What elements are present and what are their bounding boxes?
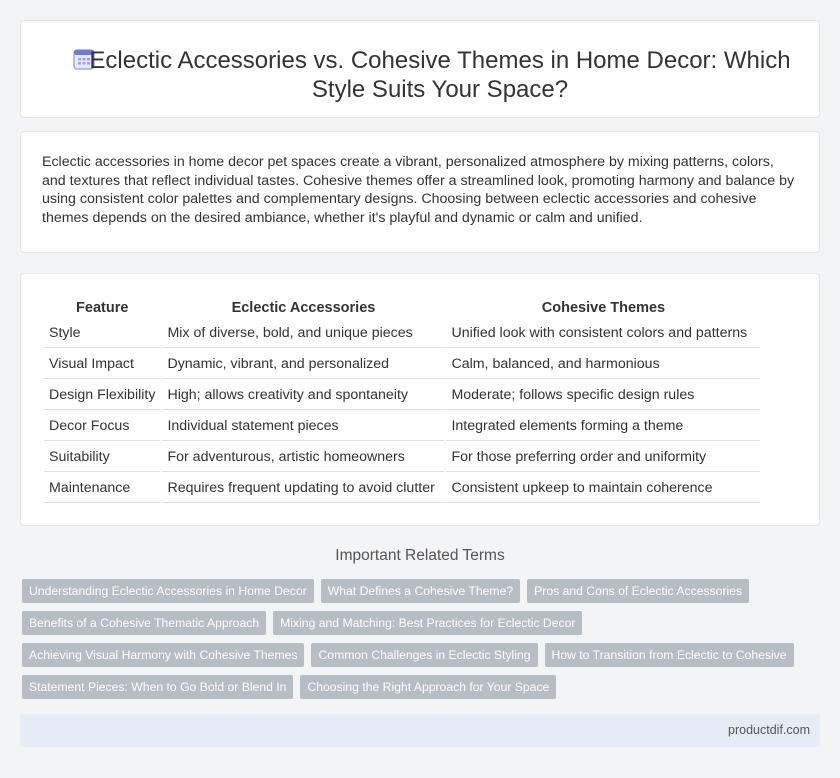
table-cell: Visual Impact [44, 350, 160, 379]
related-term-link[interactable]: Common Challenges in Eclectic Styling [311, 643, 537, 667]
table-cell: Integrated elements forming a theme [446, 412, 760, 441]
table-cell: Suitability [44, 443, 160, 472]
table-cell: Design Flexibility [44, 381, 160, 410]
related-terms-list [22, 579, 812, 707]
tag-row [22, 643, 812, 667]
related-term-link[interactable]: Statement Pieces: When to Go Bold or Blend In [22, 675, 293, 699]
table-cell: Calm, balanced, and harmonious [446, 350, 760, 379]
table-cell: Maintenance [44, 474, 160, 503]
related-term-link[interactable]: Understanding Eclectic Accessories in Home Decor [22, 579, 314, 603]
related-term-link[interactable]: Benefits of a Cohesive Thematic Approach [22, 611, 266, 635]
tag-row [22, 675, 812, 699]
table-cell: Style [44, 319, 160, 348]
table-row [44, 443, 760, 472]
tag-row [22, 611, 812, 635]
related-term-link[interactable]: Achieving Visual Harmony with Cohesive Themes [22, 643, 304, 667]
related-term-link[interactable]: Mixing and Matching: Best Practices for Eclectic Decor [273, 611, 582, 635]
table-cell: Unified look with consistent colors and patterns [446, 319, 760, 348]
table-cell: For adventurous, artistic homeowners [162, 443, 444, 472]
intro-paragraph: Eclectic accessories in home decor pet spaces create a vibrant, personalized atmosphere by mixing patterns, colors, and textures that reflect individual tastes. Cohesive themes offer a streamlined look, promoting harmony and balance by using consistent color palettes and complementary designs. Choosing between eclectic accessories and cohesive themes depends on the desired ambiance, whether it's playful and dynamic or calm and unified. [42, 154, 795, 226]
table-row [44, 412, 760, 441]
table-row [44, 319, 760, 348]
footer-site-link[interactable]: productdif.com [728, 723, 810, 737]
tag-row [22, 579, 812, 603]
intro-card [20, 131, 820, 253]
table-cell: Mix of diverse, bold, and unique pieces [162, 319, 444, 348]
related-term-link[interactable]: How to Transition from Eclectic to Cohesive [545, 643, 794, 667]
table-row [44, 474, 760, 503]
header-eclectic: Eclectic Accessories [231, 300, 376, 316]
table-cell: For those preferring order and uniformity [446, 443, 760, 472]
table-row [44, 350, 760, 379]
comparison-table [42, 294, 762, 505]
related-term-link[interactable]: Pros and Cons of Eclectic Accessories [527, 579, 749, 603]
table-cell: Requires frequent updating to avoid clutter [162, 474, 444, 503]
table-row [44, 381, 760, 410]
footer [20, 714, 820, 747]
table-cell: Consistent upkeep to maintain coherence [446, 474, 760, 503]
table-cell: Individual statement pieces [162, 412, 444, 441]
header-cohesive: Cohesive Themes [541, 300, 666, 316]
table-cell: Dynamic, vibrant, and personalized [162, 350, 444, 379]
related-terms-title: Important Related Terms [335, 547, 505, 564]
related-term-link[interactable]: Choosing the Right Approach for Your Space [300, 675, 556, 699]
related-term-link[interactable]: What Defines a Cohesive Theme? [321, 579, 520, 603]
title-card [20, 20, 820, 118]
table-cell: Moderate; follows specific design rules [446, 381, 760, 410]
header-feature: Feature [76, 300, 129, 316]
table-cell: High; allows creativity and spontaneity [162, 381, 444, 410]
table-header-row [44, 296, 760, 317]
table-cell: Decor Focus [44, 412, 160, 441]
page-title: Eclectic Accessories vs. Cohesive Themes in Home Decor: Which Style Suits Your Space? [89, 47, 791, 103]
comparison-card [20, 273, 820, 526]
